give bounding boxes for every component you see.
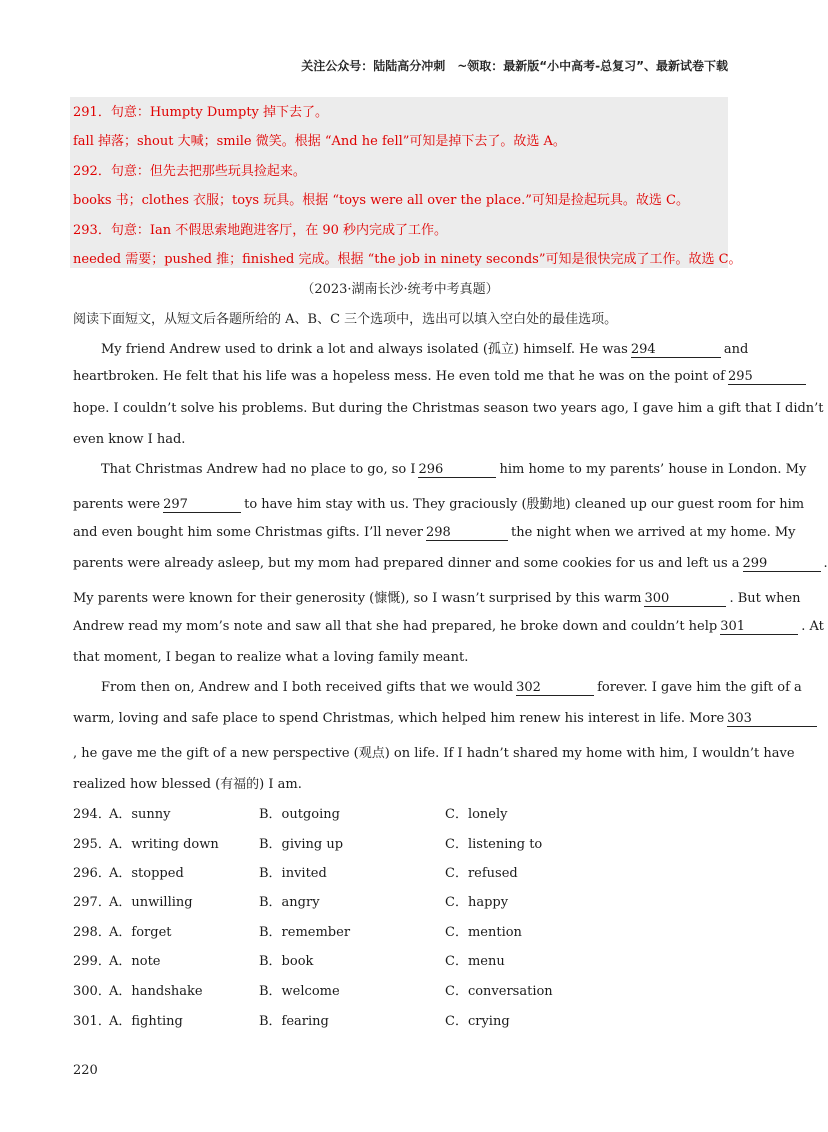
blank-295: 295 xyxy=(728,370,806,385)
passage-line: realized how blessed (有福的) I am. xyxy=(73,777,302,792)
passage-line: warm, loving and safe place to spend Christmas, which helped him renew his interest in life. More 303 xyxy=(73,711,729,727)
passage-line: and even bought him some Christmas gifts. I’ll never 298 the night when we arrived at my home. My xyxy=(73,525,796,540)
blank-296: 296 xyxy=(418,463,496,478)
option-b: B．invited xyxy=(259,866,327,881)
question-source: （2023·湖南长沙·统考中考真题） xyxy=(301,282,499,297)
passage-line: heartbroken. He felt that his life was a hopeless mess. He even told me that he was on the point of 295 xyxy=(73,369,729,385)
blank-302: 302 xyxy=(516,681,594,696)
answer-line: 293．句意：Ian 不假思索地跑进客厅，在 90 秒内完成了工作。 xyxy=(73,223,448,238)
answer-line: books 书；clothes 衣服；toys 玩具。根据 “toys were all over the place.”可知是捡起玩具。故选 C。 xyxy=(73,193,689,208)
option-b: B．fearing xyxy=(259,1014,329,1029)
page-number: 220 xyxy=(73,1063,98,1078)
passage-line: parents were already asleep, but my mom had prepared dinner and some cookies for us and left us a 299 . xyxy=(73,556,828,571)
option-a: A．handshake xyxy=(109,984,203,999)
option-c: C．lonely xyxy=(445,807,508,822)
option-a: A．unwilling xyxy=(109,895,193,910)
option-b: B．giving up xyxy=(259,837,344,852)
blank-297: 297 xyxy=(163,498,241,513)
option-a: A．sunny xyxy=(109,807,171,822)
passage-line: hope. I couldn’t solve his problems. But during the Christmas season two years ago, I gave him a gift that I didn’t xyxy=(73,401,824,416)
passage-line: , he gave me the gift of a new perspective (观点) on life. If I hadn’t shared my home with him, I wouldn’t have xyxy=(73,746,795,761)
passage-line: My friend Andrew used to drink a lot and always isolated (孤立) himself. He was 294 and xyxy=(101,342,749,357)
question-number: 298． xyxy=(73,925,111,940)
question-number: 299． xyxy=(73,954,111,969)
option-b: B．welcome xyxy=(259,984,340,999)
blank-300: 300 xyxy=(644,592,726,607)
passage-line: That Christmas Andrew had no place to go, so I 296 him home to my parents’ house in London. My xyxy=(101,462,807,477)
blank-303: 303 xyxy=(727,712,817,727)
question-number: 294． xyxy=(73,807,111,822)
option-a: A．note xyxy=(109,954,161,969)
answer-explanation-box xyxy=(70,97,728,268)
answer-line: needed 需要；pushed 推；finished 完成。根据 “the job in ninety seconds”可知是很快完成了工作。故选 C。 xyxy=(73,252,742,267)
option-b: B．angry xyxy=(259,895,320,910)
option-a: A．forget xyxy=(109,925,172,940)
instruction-text: 阅读下面短文，从短文后各题所给的 A、B、C 三个选项中，选出可以填入空白处的最佳选项。 xyxy=(73,312,618,327)
answer-line: 291．句意：Humpty Dumpty 掉下去了。 xyxy=(73,105,329,120)
option-c: C．refused xyxy=(445,866,518,881)
passage-line: Andrew read my mom’s note and saw all that she had prepared, he broke down and couldn’t help 301 . At xyxy=(73,619,824,634)
question-number: 300． xyxy=(73,984,111,999)
option-a: A．writing down xyxy=(109,837,219,852)
answer-line: 292．句意：但先去把那些玩具捡起来。 xyxy=(73,164,306,179)
option-c: C．mention xyxy=(445,925,522,940)
blank-298: 298 xyxy=(426,526,508,541)
page-header: 关注公众号：陆陆高分冲刺 ~领取：最新版“小中高考-总复习”、最新试卷下载 xyxy=(301,59,728,73)
question-number: 295． xyxy=(73,837,111,852)
blank-299: 299 xyxy=(743,557,821,572)
blank-301: 301 xyxy=(720,620,798,635)
question-number: 301． xyxy=(73,1014,111,1029)
passage-line: parents were 297 to have him stay with us. They graciously (殷勤地) cleaned up our guest room for him xyxy=(73,497,805,512)
option-a: A．fighting xyxy=(109,1014,183,1029)
blank-294: 294 xyxy=(631,343,721,358)
answer-line: fall 掉落；shout 大喊；smile 微笑。根据 “And he fell”可知是掉下去了。故选 A。 xyxy=(73,134,566,149)
question-number: 296． xyxy=(73,866,111,881)
option-c: C．conversation xyxy=(445,984,553,999)
passage-line: My parents were known for their generosity (慷慨), so I wasn’t surprised by this warm 300 . But when xyxy=(73,591,801,606)
option-a: A．stopped xyxy=(109,866,184,881)
option-b: B．outgoing xyxy=(259,807,340,822)
passage-line: From then on, Andrew and I both received gifts that we would 302 forever. I gave him the gift of a xyxy=(101,680,802,695)
passage-line: that moment, I began to realize what a loving family meant. xyxy=(73,650,469,665)
option-c: C．crying xyxy=(445,1014,510,1029)
option-c: C．happy xyxy=(445,895,509,910)
option-c: C．menu xyxy=(445,954,505,969)
option-b: B．remember xyxy=(259,925,351,940)
option-c: C．listening to xyxy=(445,837,543,852)
question-number: 297． xyxy=(73,895,111,910)
passage-line: even know I had. xyxy=(73,432,186,447)
option-b: B．book xyxy=(259,954,314,969)
